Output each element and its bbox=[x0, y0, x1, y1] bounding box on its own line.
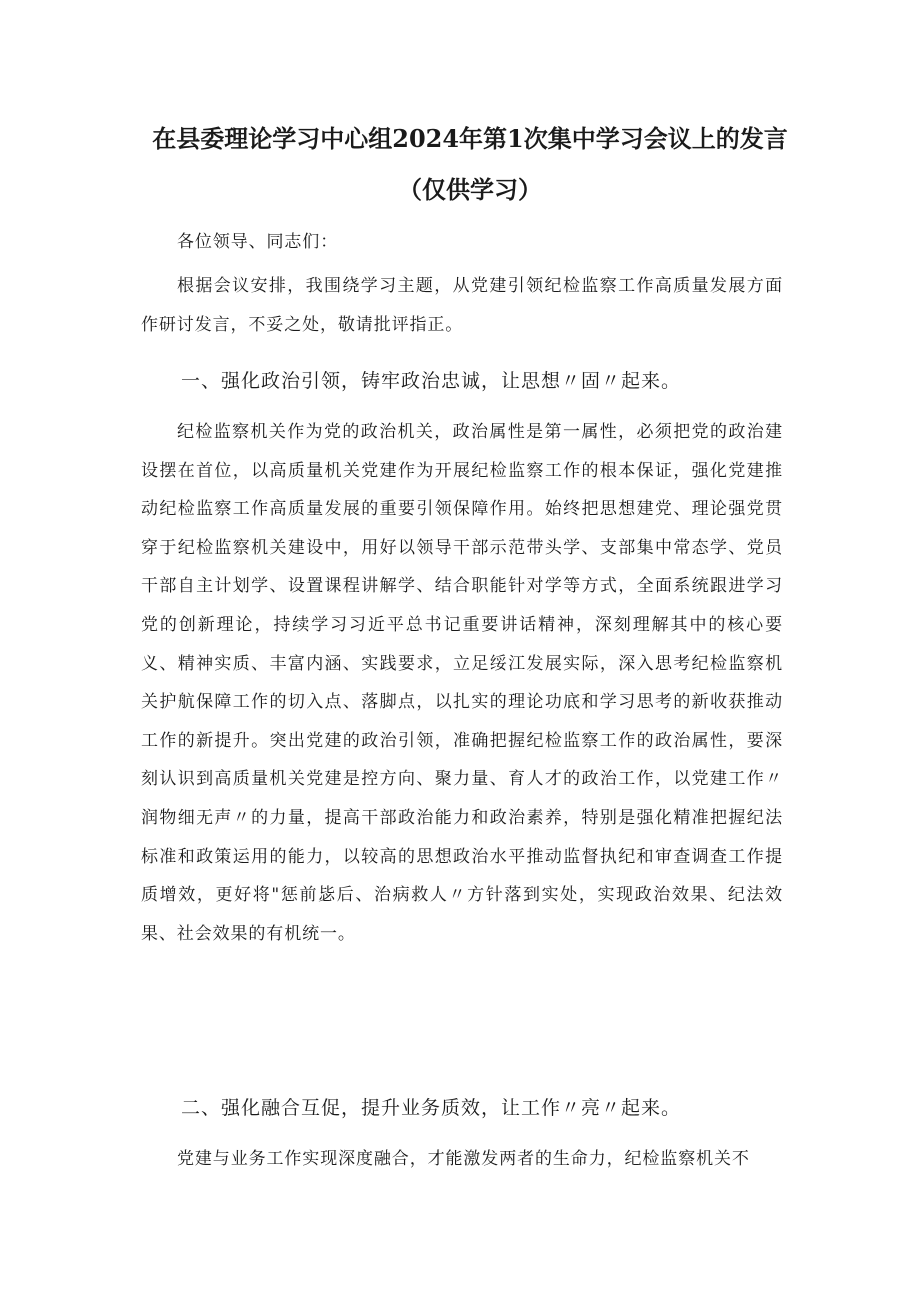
section-2-heading: 二、强化融合互促，提升业务质效，让工作〃亮〃起来。 bbox=[181, 1097, 682, 1119]
document-title: 在县委理论学习中心组2024年第1次集中学习会议上的发言 bbox=[152, 124, 788, 153]
section-1-heading: 一、强化政治引领，铸牢政治忠诚，让思想〃固〃起来。 bbox=[181, 370, 682, 392]
intro-paragraph: 根据会议安排，我围绕学习主题，从党建引领纪检监察工作高质量发展方面作研讨发言，不妥之处，敬请批评指正。 bbox=[141, 276, 783, 335]
section-1-body: 纪检监察机关作为党的政治机关，政治属性是第一属性，必须把党的政治建设摆在首位，以高质量机关党建作为开展纪检监察工作的根本保证，强化党建推动纪检监察工作高质量发展的重要引领保障作用。始终把思想建党、理论强党贯穿于纪检监察机关建设中，用好以领导干部示范带头学、支部集中常态学、党员干部自主计划学、设置课程讲解学、结合职能针对学等方式，全面系统跟进学习党的创新理论，持续学习习近平总书记重要讲话精神，深刻理解其中的核心要义、精神实质、丰富内涵、实践要求，立足绥江发展实际，深入思考纪检监察机关护航保障工作的切入点、落脚点，以扎实的理论功底和学习思考的新收获推动工作的新提升。突出党建的政治引领，准确把握纪检监察工作的政治属性，要深刻认识到高质量机关党建是控方向、聚力量、育人才的政治工作，以党建工作〃润物细无声〃的力量，提高干部政治能力和政治素养，特别是强化精准把握纪法标准和政策运用的能力，以较高的思想政治水平推动监督执纪和审查调查工作提质增效，更好将"惩前毖后、治病救人〃方针落到实处，实现政治效果、纪法效果、社会效果的有机统一。 bbox=[141, 422, 783, 944]
section-2-body: 党建与业务工作实现深度融合，才能激发两者的生命力，纪检监察机关不 bbox=[177, 1149, 750, 1169]
document-subtitle: （仅供学习） bbox=[398, 175, 542, 204]
salutation: 各位领导、同志们： bbox=[177, 232, 339, 252]
